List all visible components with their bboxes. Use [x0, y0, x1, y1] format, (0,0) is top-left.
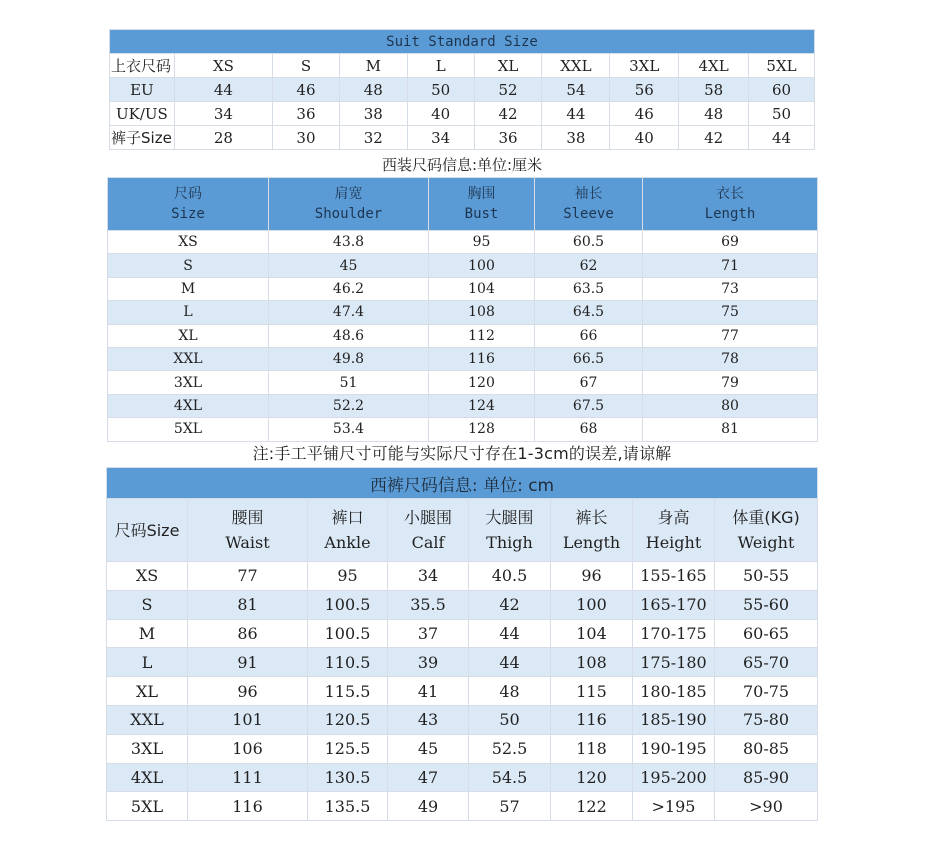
table-cell: 36: [474, 126, 542, 150]
table-cell: 40: [610, 126, 679, 150]
table-cell: 39: [388, 648, 469, 677]
table-cell: 75: [643, 301, 818, 324]
table-cell: 165-170: [633, 590, 715, 619]
table-cell: 48: [469, 677, 551, 706]
table-row: [107, 619, 818, 648]
table-cell: 135.5: [308, 792, 388, 821]
size-cell: XXL: [107, 705, 188, 734]
table-cell: 116: [551, 705, 633, 734]
table-cell: 50: [749, 102, 815, 126]
table-cell: 47: [388, 763, 469, 792]
table-cell: 40.5: [469, 562, 551, 591]
table-cell: 120: [429, 371, 535, 394]
table-cell: 77: [643, 324, 818, 347]
table-row: [107, 648, 818, 677]
table-cell: 112: [429, 324, 535, 347]
table-cell: 130.5: [308, 763, 388, 792]
table-cell: 73: [643, 277, 818, 300]
suit-standard-size-table: [109, 29, 815, 150]
table-cell: 45: [388, 734, 469, 763]
table-cell: 52: [474, 78, 542, 102]
table-cell: 5XL: [749, 54, 815, 78]
table-cell: 116: [429, 347, 535, 370]
row-label: 裤子Size: [110, 126, 175, 150]
jacket-size-table: [107, 177, 818, 442]
row-label: UK/US: [110, 102, 175, 126]
table-cell: 54: [542, 78, 610, 102]
table-cell: 46: [610, 102, 679, 126]
table-cell: 108: [429, 301, 535, 324]
table-cell: 49.8: [269, 347, 429, 370]
table-cell: 67: [535, 371, 643, 394]
size-cell: 5XL: [107, 792, 188, 821]
size-cell: S: [107, 590, 188, 619]
table-row: [110, 78, 815, 102]
table-cell: 52.5: [469, 734, 551, 763]
table-cell: 37: [388, 619, 469, 648]
table-cell: 51: [269, 371, 429, 394]
table-cell: 185-190: [633, 705, 715, 734]
table-cell: 48: [339, 78, 407, 102]
table-cell: 42: [474, 102, 542, 126]
table-cell: M: [339, 54, 407, 78]
header-thigh: 大腿围 Thigh: [469, 499, 551, 562]
table-cell: 190-195: [633, 734, 715, 763]
size-cell: L: [107, 648, 188, 677]
table-cell: 67.5: [535, 394, 643, 417]
table-cell: 128: [429, 418, 535, 441]
size-cell: S: [108, 254, 269, 277]
table-cell: 3XL: [610, 54, 679, 78]
table-cell: XS: [174, 54, 272, 78]
table-cell: 34: [407, 126, 474, 150]
header-weight: 体重(KG) Weight: [715, 499, 818, 562]
table-cell: 36: [273, 102, 340, 126]
table-row: [108, 231, 818, 254]
table-cell: 81: [188, 590, 308, 619]
header-calf: 小腿围 Calf: [388, 499, 469, 562]
table-row: [108, 277, 818, 300]
jacket-caption: 西装尺码信息:单位:厘米: [381, 156, 543, 174]
table-row: [107, 590, 818, 619]
table-cell: 85-90: [715, 763, 818, 792]
table-cell: 100.5: [308, 590, 388, 619]
size-cell: XS: [108, 231, 269, 254]
table-cell: 60: [749, 78, 815, 102]
table-cell: 50: [407, 78, 474, 102]
table-row: [110, 126, 815, 150]
table-cell: L: [407, 54, 474, 78]
header-waist: 腰围 Waist: [188, 499, 308, 562]
table-cell: 110.5: [308, 648, 388, 677]
header-length: 裤长 Length: [551, 499, 633, 562]
table-cell: 70-75: [715, 677, 818, 706]
table-cell: 81: [643, 418, 818, 441]
table-cell: 75-80: [715, 705, 818, 734]
table-row: [108, 254, 818, 277]
table-cell: 120.5: [308, 705, 388, 734]
table-cell: 106: [188, 734, 308, 763]
table-cell: 100: [429, 254, 535, 277]
table-cell: 60-65: [715, 619, 818, 648]
table-cell: 44: [469, 648, 551, 677]
table-row: [108, 324, 818, 347]
table-cell: 44: [749, 126, 815, 150]
table-header-row: [107, 499, 818, 562]
header-height: 身高 Height: [633, 499, 715, 562]
table-row: [107, 677, 818, 706]
table-cell: 66.5: [535, 347, 643, 370]
table-cell: 42: [679, 126, 749, 150]
table-cell: 54.5: [469, 763, 551, 792]
table-cell: 100: [551, 590, 633, 619]
table-cell: 104: [429, 277, 535, 300]
row-label: EU: [110, 78, 175, 102]
table-cell: 111: [188, 763, 308, 792]
header-length: 衣长 Length: [643, 178, 818, 231]
table-row: [107, 763, 818, 792]
table-cell: 57: [469, 792, 551, 821]
table-cell: 47.4: [269, 301, 429, 324]
table-cell: 38: [542, 126, 610, 150]
table-cell: 48.6: [269, 324, 429, 347]
table-cell: 125.5: [308, 734, 388, 763]
table-cell: 195-200: [633, 763, 715, 792]
table-cell: 115: [551, 677, 633, 706]
table-cell: 46: [273, 78, 340, 102]
table-cell: S: [273, 54, 340, 78]
table-cell: 52.2: [269, 394, 429, 417]
size-cell: XL: [108, 324, 269, 347]
table-cell: XL: [474, 54, 542, 78]
size-cell: L: [108, 301, 269, 324]
header-sleeve: 袖长 Sleeve: [535, 178, 643, 231]
table-row: [107, 705, 818, 734]
suit-standard-title: Suit Standard Size: [110, 30, 815, 54]
table-cell: 32: [339, 126, 407, 150]
table-cell: 38: [339, 102, 407, 126]
header-size: 尺码 Size: [108, 178, 269, 231]
size-cell: M: [107, 619, 188, 648]
table-cell: 118: [551, 734, 633, 763]
table-cell: 101: [188, 705, 308, 734]
table-cell: >195: [633, 792, 715, 821]
table-cell: 42: [469, 590, 551, 619]
table-cell: 77: [188, 562, 308, 591]
table-cell: XXL: [542, 54, 610, 78]
table-cell: 60.5: [535, 231, 643, 254]
table-cell: 96: [188, 677, 308, 706]
header-ankle: 裤口 Ankle: [308, 499, 388, 562]
table-row: [108, 301, 818, 324]
table-cell: 80-85: [715, 734, 818, 763]
table-cell: 48: [679, 102, 749, 126]
table-cell: 44: [174, 78, 272, 102]
pants-title: 西裤尺码信息: 单位: cm: [107, 468, 818, 499]
table-cell: 95: [429, 231, 535, 254]
table-header-row: [108, 178, 818, 231]
table-cell: 50-55: [715, 562, 818, 591]
table-cell: 34: [388, 562, 469, 591]
size-cell: XS: [107, 562, 188, 591]
table-row: [108, 394, 818, 417]
table-cell: 122: [551, 792, 633, 821]
table-cell: 86: [188, 619, 308, 648]
header-size: 尺码Size: [107, 499, 188, 562]
table-cell: 56: [610, 78, 679, 102]
header-shoulder: 肩宽 Shoulder: [269, 178, 429, 231]
table-cell: 40: [407, 102, 474, 126]
table-cell: 64.5: [535, 301, 643, 324]
size-cell: 3XL: [107, 734, 188, 763]
table-cell: 96: [551, 562, 633, 591]
table-cell: 62: [535, 254, 643, 277]
size-cell: 4XL: [107, 763, 188, 792]
size-cell: XXL: [108, 347, 269, 370]
table-cell: 44: [542, 102, 610, 126]
table-cell: 66: [535, 324, 643, 347]
table-cell: 65-70: [715, 648, 818, 677]
table-cell: 46.2: [269, 277, 429, 300]
measurement-note: 注:手工平铺尺寸可能与实际尺寸存在1-3cm的误差,请谅解: [252, 444, 672, 463]
table-cell: 30: [273, 126, 340, 150]
table-cell: 71: [643, 254, 818, 277]
table-cell: 50: [469, 705, 551, 734]
table-cell: 80: [643, 394, 818, 417]
table-cell: 43: [388, 705, 469, 734]
table-row: [107, 734, 818, 763]
table-cell: 41: [388, 677, 469, 706]
table-row: [108, 347, 818, 370]
size-cell: 4XL: [108, 394, 269, 417]
size-cell: 3XL: [108, 371, 269, 394]
table-cell: 104: [551, 619, 633, 648]
size-cell: 5XL: [108, 418, 269, 441]
size-cell: M: [108, 277, 269, 300]
table-cell: 68: [535, 418, 643, 441]
table-cell: 35.5: [388, 590, 469, 619]
header-bust: 胸围 Bust: [429, 178, 535, 231]
table-cell: >90: [715, 792, 818, 821]
table-cell: 100.5: [308, 619, 388, 648]
table-cell: 53.4: [269, 418, 429, 441]
size-cell: XL: [107, 677, 188, 706]
table-row: [108, 418, 818, 441]
table-cell: 79: [643, 371, 818, 394]
table-cell: 44: [469, 619, 551, 648]
pants-size-table: [106, 467, 818, 821]
table-cell: 124: [429, 394, 535, 417]
table-row: [107, 562, 818, 591]
table-cell: 49: [388, 792, 469, 821]
table-cell: 180-185: [633, 677, 715, 706]
table-cell: 28: [174, 126, 272, 150]
row-label: 上衣尺码: [110, 54, 175, 78]
table-cell: 115.5: [308, 677, 388, 706]
table-cell: 108: [551, 648, 633, 677]
table-cell: 34: [174, 102, 272, 126]
table-row: [108, 371, 818, 394]
table-row: [107, 792, 818, 821]
table-cell: 170-175: [633, 619, 715, 648]
table-cell: 155-165: [633, 562, 715, 591]
table-cell: 175-180: [633, 648, 715, 677]
table-cell: 63.5: [535, 277, 643, 300]
table-row: [110, 102, 815, 126]
table-cell: 116: [188, 792, 308, 821]
table-cell: 120: [551, 763, 633, 792]
table-cell: 95: [308, 562, 388, 591]
table-row: [110, 54, 815, 78]
table-cell: 69: [643, 231, 818, 254]
table-cell: 4XL: [679, 54, 749, 78]
table-cell: 58: [679, 78, 749, 102]
table-cell: 55-60: [715, 590, 818, 619]
table-cell: 91: [188, 648, 308, 677]
table-cell: 78: [643, 347, 818, 370]
table-cell: 45: [269, 254, 429, 277]
table-cell: 43.8: [269, 231, 429, 254]
